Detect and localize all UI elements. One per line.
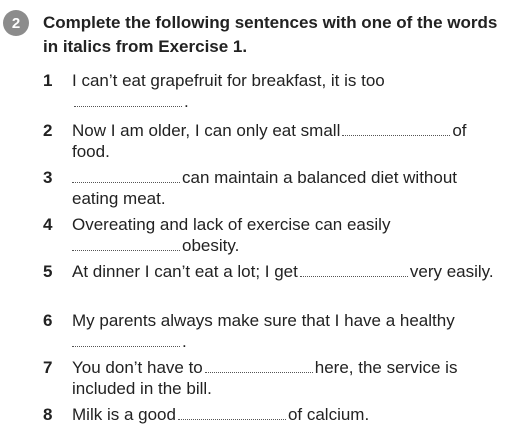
- item-text: [72, 70, 503, 112]
- item-number: 3: [43, 168, 53, 187]
- sentence-item: [43, 261, 503, 282]
- item-text-after: obesity.: [182, 236, 240, 255]
- item-text-before: I can’t eat grapefruit for breakfast, it is too: [72, 71, 385, 90]
- item-text-before: Milk is a good: [72, 405, 176, 424]
- item-text-after: of food.: [72, 121, 467, 161]
- item-number: 8: [43, 405, 53, 424]
- item-text: [72, 214, 503, 256]
- item-number: 2: [43, 121, 53, 140]
- item-number: 6: [43, 311, 53, 330]
- item-text-before: You don’t have to: [72, 358, 203, 377]
- item-number: 5: [43, 262, 53, 281]
- exercise-instruction: Complete the following sentences with one of the words in italics from Exercise 1.: [43, 13, 498, 56]
- item-text-after: .: [184, 92, 189, 111]
- item-text-before: My parents always make sure that I have a healthy: [72, 311, 455, 330]
- item-text-after: very easily.: [409, 262, 494, 281]
- answer-blank[interactable]: [72, 181, 180, 183]
- item-text-before: Overeating and lack of exercise can easily: [72, 215, 391, 234]
- sentence-item: [43, 70, 503, 112]
- sentence-item: [43, 214, 503, 256]
- answer-blank[interactable]: [205, 371, 313, 373]
- answer-blank[interactable]: [342, 134, 450, 136]
- answer-blank[interactable]: [74, 105, 182, 107]
- item-text: [72, 310, 503, 352]
- item-text-before: At dinner I can’t eat a lot; I get: [72, 262, 298, 281]
- item-text-after: can maintain a balanced diet without eating meat.: [72, 168, 458, 208]
- item-number: 7: [43, 358, 53, 377]
- answer-blank[interactable]: [178, 418, 286, 420]
- sentence-item: [43, 310, 503, 352]
- item-text: [72, 404, 503, 425]
- item-number: 1: [43, 71, 53, 90]
- item-text: [72, 357, 503, 399]
- answer-blank[interactable]: [72, 345, 180, 347]
- item-text-before: Now I am older, I can only eat small: [72, 121, 341, 140]
- item-text-after: .: [182, 332, 187, 351]
- sentence-item: [43, 120, 503, 162]
- exercise-number-badge: 2: [3, 10, 29, 36]
- sentence-item: [43, 357, 503, 399]
- answer-blank[interactable]: [300, 275, 408, 277]
- item-number: 4: [43, 215, 53, 234]
- answer-blank[interactable]: [72, 249, 180, 251]
- item-text-after: here, the service is included in the bill.: [72, 358, 458, 398]
- item-text-after: of calcium.: [287, 405, 370, 424]
- sentence-item: [43, 404, 503, 425]
- item-text: [72, 261, 503, 282]
- item-text: [72, 167, 503, 209]
- item-text: [72, 120, 503, 162]
- sentence-item: [43, 167, 503, 209]
